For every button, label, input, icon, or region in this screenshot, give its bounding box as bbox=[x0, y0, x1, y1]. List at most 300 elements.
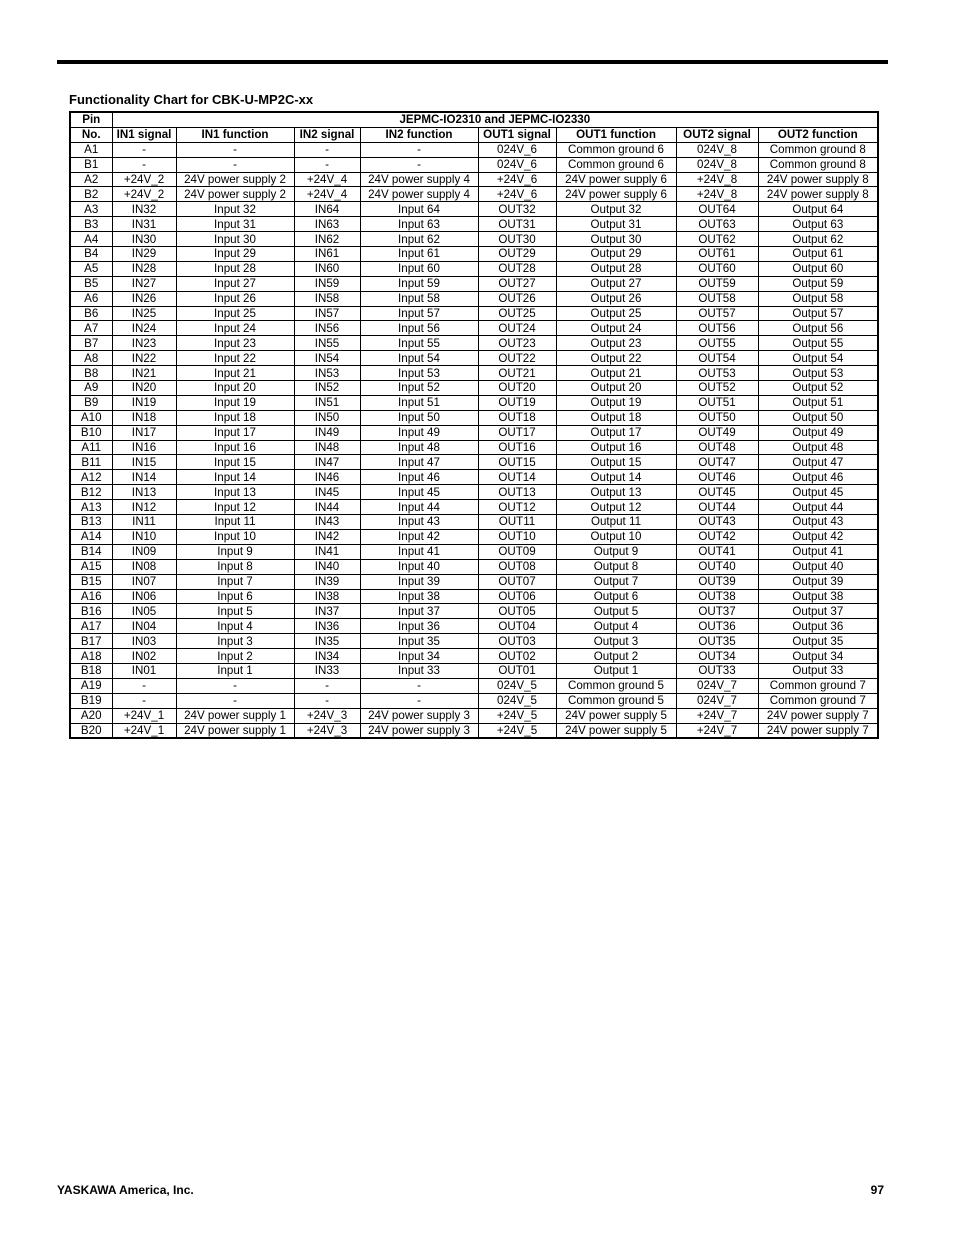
table-cell: Output 33 bbox=[758, 663, 878, 678]
table-cell: IN39 bbox=[294, 574, 360, 589]
table-cell: IN14 bbox=[112, 470, 176, 485]
table-cell: IN20 bbox=[112, 381, 176, 396]
table-cell: IN57 bbox=[294, 306, 360, 321]
table-cell: 24V power supply 6 bbox=[556, 172, 676, 187]
table-cell: +24V_8 bbox=[676, 187, 758, 202]
table-cell: IN47 bbox=[294, 455, 360, 470]
column-header: IN1 signal bbox=[112, 127, 176, 142]
table-cell: IN31 bbox=[112, 217, 176, 232]
table-cell: - bbox=[360, 693, 478, 708]
table-cell: IN23 bbox=[112, 336, 176, 351]
table-cell: Output 15 bbox=[556, 455, 676, 470]
table-cell: Input 15 bbox=[176, 455, 294, 470]
table-cell: IN58 bbox=[294, 291, 360, 306]
table-cell: OUT29 bbox=[478, 247, 556, 262]
table-cell: 024V_8 bbox=[676, 157, 758, 172]
table-cell: Input 8 bbox=[176, 559, 294, 574]
table-cell: Output 44 bbox=[758, 500, 878, 515]
table-cell: Output 39 bbox=[758, 574, 878, 589]
table-cell: Output 46 bbox=[758, 470, 878, 485]
table-cell: Output 57 bbox=[758, 306, 878, 321]
pin-cell: A9 bbox=[70, 381, 112, 396]
table-cell: Output 7 bbox=[556, 574, 676, 589]
table-cell: OUT63 bbox=[676, 217, 758, 232]
table-cell: OUT39 bbox=[676, 574, 758, 589]
table-cell: Input 27 bbox=[176, 276, 294, 291]
pin-cell: B13 bbox=[70, 515, 112, 530]
table-cell: Output 18 bbox=[556, 410, 676, 425]
pin-cell: B14 bbox=[70, 544, 112, 559]
pin-cell: A14 bbox=[70, 529, 112, 544]
table-cell: Input 28 bbox=[176, 261, 294, 276]
table-cell: IN46 bbox=[294, 470, 360, 485]
table-cell: OUT38 bbox=[676, 589, 758, 604]
table-row bbox=[70, 529, 878, 544]
table-cell: 024V_5 bbox=[478, 678, 556, 693]
table-cell: OUT37 bbox=[676, 604, 758, 619]
table-row bbox=[70, 291, 878, 306]
table-cell: IN43 bbox=[294, 515, 360, 530]
table-row bbox=[70, 217, 878, 232]
table-cell: Output 63 bbox=[758, 217, 878, 232]
table-cell: +24V_3 bbox=[294, 723, 360, 738]
table-cell: 24V power supply 6 bbox=[556, 187, 676, 202]
table-cell: Input 7 bbox=[176, 574, 294, 589]
table-cell: Input 1 bbox=[176, 663, 294, 678]
table-cell: Output 27 bbox=[556, 276, 676, 291]
table-cell: Input 35 bbox=[360, 634, 478, 649]
table-row bbox=[70, 247, 878, 262]
table-cell: Output 1 bbox=[556, 663, 676, 678]
pin-cell: A8 bbox=[70, 351, 112, 366]
table-cell: Input 9 bbox=[176, 544, 294, 559]
table-cell: Input 51 bbox=[360, 395, 478, 410]
table-cell: Input 48 bbox=[360, 440, 478, 455]
table-cell: IN60 bbox=[294, 261, 360, 276]
column-header: IN2 signal bbox=[294, 127, 360, 142]
table-cell: Common ground 5 bbox=[556, 693, 676, 708]
table-cell: OUT05 bbox=[478, 604, 556, 619]
table-row bbox=[70, 589, 878, 604]
table-cell: OUT14 bbox=[478, 470, 556, 485]
table-cell: IN64 bbox=[294, 202, 360, 217]
table-cell: IN13 bbox=[112, 485, 176, 500]
table-cell: - bbox=[360, 157, 478, 172]
table-cell: Input 56 bbox=[360, 321, 478, 336]
table-cell: Output 30 bbox=[556, 232, 676, 247]
table-cell: Input 23 bbox=[176, 336, 294, 351]
table-cell: Output 47 bbox=[758, 455, 878, 470]
table-cell: IN12 bbox=[112, 500, 176, 515]
table-cell: Output 41 bbox=[758, 544, 878, 559]
table-cell: IN09 bbox=[112, 544, 176, 559]
column-header: OUT2 function bbox=[758, 127, 878, 142]
table-cell: OUT62 bbox=[676, 232, 758, 247]
table-cell: Input 20 bbox=[176, 381, 294, 396]
table-cell: 024V_5 bbox=[478, 693, 556, 708]
table-row bbox=[70, 604, 878, 619]
table-cell: 024V_7 bbox=[676, 678, 758, 693]
table-cell: 24V power supply 5 bbox=[556, 708, 676, 723]
pin-cell: A2 bbox=[70, 172, 112, 187]
pin-cell: A3 bbox=[70, 202, 112, 217]
table-cell: IN37 bbox=[294, 604, 360, 619]
pin-cell: A15 bbox=[70, 559, 112, 574]
pin-cell: A12 bbox=[70, 470, 112, 485]
table-cell: Output 24 bbox=[556, 321, 676, 336]
table-cell: OUT50 bbox=[676, 410, 758, 425]
table-cell: Output 54 bbox=[758, 351, 878, 366]
table-cell: 24V power supply 4 bbox=[360, 172, 478, 187]
table-cell: +24V_3 bbox=[294, 708, 360, 723]
table-cell: +24V_5 bbox=[478, 708, 556, 723]
table-row bbox=[70, 663, 878, 678]
table-row bbox=[70, 351, 878, 366]
table-cell: Output 29 bbox=[556, 247, 676, 262]
table-cell: Output 28 bbox=[556, 261, 676, 276]
table-cell: IN06 bbox=[112, 589, 176, 604]
table-cell: Output 53 bbox=[758, 366, 878, 381]
table-row bbox=[70, 500, 878, 515]
table-cell: Input 12 bbox=[176, 500, 294, 515]
table-cell: Input 36 bbox=[360, 619, 478, 634]
table-cell: Input 16 bbox=[176, 440, 294, 455]
table-cell: OUT06 bbox=[478, 589, 556, 604]
table-cell: Input 40 bbox=[360, 559, 478, 574]
table-cell: Output 19 bbox=[556, 395, 676, 410]
table-cell: Common ground 7 bbox=[758, 678, 878, 693]
table-cell: OUT40 bbox=[676, 559, 758, 574]
table-cell: - bbox=[294, 157, 360, 172]
table-cell: OUT58 bbox=[676, 291, 758, 306]
table-cell: OUT32 bbox=[478, 202, 556, 217]
table-cell: Output 14 bbox=[556, 470, 676, 485]
table-cell: OUT36 bbox=[676, 619, 758, 634]
table-cell: Input 58 bbox=[360, 291, 478, 306]
table-row bbox=[70, 157, 878, 172]
table-cell: OUT52 bbox=[676, 381, 758, 396]
table-cell: Input 34 bbox=[360, 649, 478, 664]
table-cell: OUT41 bbox=[676, 544, 758, 559]
pin-cell: A17 bbox=[70, 619, 112, 634]
page-number: 97 bbox=[870, 1183, 884, 1197]
table-row bbox=[70, 634, 878, 649]
table-cell: IN55 bbox=[294, 336, 360, 351]
table-cell: Output 23 bbox=[556, 336, 676, 351]
table-cell: Output 35 bbox=[758, 634, 878, 649]
table-cell: +24V_7 bbox=[676, 723, 758, 738]
table-row bbox=[70, 232, 878, 247]
table-row bbox=[70, 321, 878, 336]
table-cell: IN54 bbox=[294, 351, 360, 366]
pin-cell: B17 bbox=[70, 634, 112, 649]
table-cell: IN19 bbox=[112, 395, 176, 410]
table-cell: Input 4 bbox=[176, 619, 294, 634]
pin-cell: B11 bbox=[70, 455, 112, 470]
table-cell: Input 32 bbox=[176, 202, 294, 217]
table-cell: Input 37 bbox=[360, 604, 478, 619]
table-cell: OUT09 bbox=[478, 544, 556, 559]
column-header: IN2 function bbox=[360, 127, 478, 142]
table-cell: Output 8 bbox=[556, 559, 676, 574]
table-cell: Output 45 bbox=[758, 485, 878, 500]
table-cell: OUT24 bbox=[478, 321, 556, 336]
table-cell: 24V power supply 1 bbox=[176, 708, 294, 723]
pin-cell: B7 bbox=[70, 336, 112, 351]
table-row bbox=[70, 381, 878, 396]
pin-cell: B3 bbox=[70, 217, 112, 232]
pin-cell: B9 bbox=[70, 395, 112, 410]
table-cell: OUT60 bbox=[676, 261, 758, 276]
table-cell: IN56 bbox=[294, 321, 360, 336]
table-row bbox=[70, 470, 878, 485]
table-cell: OUT20 bbox=[478, 381, 556, 396]
table-cell: IN33 bbox=[294, 663, 360, 678]
table-cell: OUT56 bbox=[676, 321, 758, 336]
table-cell: OUT28 bbox=[478, 261, 556, 276]
table-cell: OUT51 bbox=[676, 395, 758, 410]
table-row bbox=[70, 544, 878, 559]
table-row bbox=[70, 574, 878, 589]
table-cell: Output 3 bbox=[556, 634, 676, 649]
table-cell: Input 64 bbox=[360, 202, 478, 217]
table-row bbox=[70, 366, 878, 381]
table-cell: Input 24 bbox=[176, 321, 294, 336]
table-cell: IN04 bbox=[112, 619, 176, 634]
table-cell: 24V power supply 5 bbox=[556, 723, 676, 738]
table-cell: OUT57 bbox=[676, 306, 758, 321]
table-cell: +24V_1 bbox=[112, 708, 176, 723]
table-cell: OUT46 bbox=[676, 470, 758, 485]
table-cell: Output 2 bbox=[556, 649, 676, 664]
table-cell: 24V power supply 7 bbox=[758, 723, 878, 738]
table-cell: OUT22 bbox=[478, 351, 556, 366]
table-cell: OUT45 bbox=[676, 485, 758, 500]
table-cell: Output 48 bbox=[758, 440, 878, 455]
table-cell: Output 12 bbox=[556, 500, 676, 515]
table-cell: OUT44 bbox=[676, 500, 758, 515]
table-row bbox=[70, 410, 878, 425]
table-cell: OUT31 bbox=[478, 217, 556, 232]
table-cell: Input 57 bbox=[360, 306, 478, 321]
top-rule bbox=[57, 60, 888, 64]
table-cell: Input 49 bbox=[360, 425, 478, 440]
table-cell: Output 31 bbox=[556, 217, 676, 232]
column-header-row bbox=[70, 127, 878, 142]
table-cell: - bbox=[112, 693, 176, 708]
pin-cell: A1 bbox=[70, 142, 112, 157]
table-cell: - bbox=[294, 693, 360, 708]
table-cell: 24V power supply 8 bbox=[758, 172, 878, 187]
table-cell: OUT23 bbox=[478, 336, 556, 351]
table-cell: Input 22 bbox=[176, 351, 294, 366]
table-cell: IN15 bbox=[112, 455, 176, 470]
table-cell: 024V_8 bbox=[676, 142, 758, 157]
table-cell: 24V power supply 3 bbox=[360, 708, 478, 723]
table-cell: IN35 bbox=[294, 634, 360, 649]
table-cell: Input 38 bbox=[360, 589, 478, 604]
pin-cell: A16 bbox=[70, 589, 112, 604]
table-cell: Input 33 bbox=[360, 663, 478, 678]
pin-cell: B16 bbox=[70, 604, 112, 619]
pin-cell: A19 bbox=[70, 678, 112, 693]
table-cell: - bbox=[176, 678, 294, 693]
table-cell: OUT02 bbox=[478, 649, 556, 664]
table-cell: IN48 bbox=[294, 440, 360, 455]
table-cell: +24V_4 bbox=[294, 172, 360, 187]
table-cell: Output 61 bbox=[758, 247, 878, 262]
pin-cell: B5 bbox=[70, 276, 112, 291]
table-cell: Output 37 bbox=[758, 604, 878, 619]
table-cell: IN11 bbox=[112, 515, 176, 530]
table-cell: 24V power supply 2 bbox=[176, 187, 294, 202]
pin-cell: B15 bbox=[70, 574, 112, 589]
table-cell: IN24 bbox=[112, 321, 176, 336]
table-cell: 24V power supply 7 bbox=[758, 708, 878, 723]
chart-heading: Functionality Chart for CBK-U-MP2C-xx bbox=[69, 92, 314, 107]
table-cell: IN02 bbox=[112, 649, 176, 664]
table-cell: OUT59 bbox=[676, 276, 758, 291]
table-cell: OUT16 bbox=[478, 440, 556, 455]
table-cell: Input 46 bbox=[360, 470, 478, 485]
table-cell: OUT25 bbox=[478, 306, 556, 321]
table-cell: IN38 bbox=[294, 589, 360, 604]
table-cell: IN28 bbox=[112, 261, 176, 276]
pin-cell: B2 bbox=[70, 187, 112, 202]
table-cell: IN30 bbox=[112, 232, 176, 247]
table-cell: +24V_1 bbox=[112, 723, 176, 738]
pin-cell: B20 bbox=[70, 723, 112, 738]
table-cell: +24V_5 bbox=[478, 723, 556, 738]
table-row bbox=[70, 440, 878, 455]
table-cell: - bbox=[294, 142, 360, 157]
table-cell: IN44 bbox=[294, 500, 360, 515]
table-cell: Output 64 bbox=[758, 202, 878, 217]
table-cell: Output 9 bbox=[556, 544, 676, 559]
table-cell: OUT30 bbox=[478, 232, 556, 247]
table-cell: Output 34 bbox=[758, 649, 878, 664]
table-cell: OUT07 bbox=[478, 574, 556, 589]
pin-cell: A6 bbox=[70, 291, 112, 306]
table-cell: Input 13 bbox=[176, 485, 294, 500]
pin-cell: A20 bbox=[70, 708, 112, 723]
table-row bbox=[70, 142, 878, 157]
table-cell: Input 42 bbox=[360, 529, 478, 544]
table-cell: OUT18 bbox=[478, 410, 556, 425]
table-cell: IN42 bbox=[294, 529, 360, 544]
table-cell: Output 26 bbox=[556, 291, 676, 306]
table-cell: IN52 bbox=[294, 381, 360, 396]
table-cell: 024V_6 bbox=[478, 157, 556, 172]
table-cell: IN63 bbox=[294, 217, 360, 232]
pin-cell: B10 bbox=[70, 425, 112, 440]
table-cell: OUT53 bbox=[676, 366, 758, 381]
pin-cell: B18 bbox=[70, 663, 112, 678]
table-cell: Input 5 bbox=[176, 604, 294, 619]
table-cell: OUT33 bbox=[676, 663, 758, 678]
table-cell: OUT55 bbox=[676, 336, 758, 351]
table-cell: OUT01 bbox=[478, 663, 556, 678]
table-row bbox=[70, 693, 878, 708]
table-cell: Output 62 bbox=[758, 232, 878, 247]
table-row bbox=[70, 172, 878, 187]
table-cell: OUT12 bbox=[478, 500, 556, 515]
table-cell: OUT17 bbox=[478, 425, 556, 440]
table-cell: Input 19 bbox=[176, 395, 294, 410]
table-cell: +24V_2 bbox=[112, 172, 176, 187]
table-cell: Input 59 bbox=[360, 276, 478, 291]
table-cell: - bbox=[112, 142, 176, 157]
table-cell: Input 45 bbox=[360, 485, 478, 500]
table-cell: IN08 bbox=[112, 559, 176, 574]
table-row bbox=[70, 559, 878, 574]
table-cell: IN61 bbox=[294, 247, 360, 262]
table-cell: - bbox=[176, 693, 294, 708]
table-cell: Output 5 bbox=[556, 604, 676, 619]
table-cell: Output 43 bbox=[758, 515, 878, 530]
table-cell: Output 50 bbox=[758, 410, 878, 425]
pin-cell: B6 bbox=[70, 306, 112, 321]
table-cell: IN21 bbox=[112, 366, 176, 381]
table-cell: +24V_7 bbox=[676, 708, 758, 723]
table-cell: OUT42 bbox=[676, 529, 758, 544]
table-row bbox=[70, 485, 878, 500]
table-cell: IN53 bbox=[294, 366, 360, 381]
column-header: OUT2 signal bbox=[676, 127, 758, 142]
table-cell: 24V power supply 1 bbox=[176, 723, 294, 738]
table-cell: IN59 bbox=[294, 276, 360, 291]
table-cell: IN07 bbox=[112, 574, 176, 589]
table-cell: IN17 bbox=[112, 425, 176, 440]
table-cell: Input 18 bbox=[176, 410, 294, 425]
table-row bbox=[70, 649, 878, 664]
table-cell: Input 2 bbox=[176, 649, 294, 664]
table-cell: Input 55 bbox=[360, 336, 478, 351]
table-cell: OUT11 bbox=[478, 515, 556, 530]
table-cell: Common ground 5 bbox=[556, 678, 676, 693]
table-cell: OUT04 bbox=[478, 619, 556, 634]
pin-cell: A13 bbox=[70, 500, 112, 515]
table-row bbox=[70, 336, 878, 351]
table-cell: IN34 bbox=[294, 649, 360, 664]
table-row bbox=[70, 187, 878, 202]
table-cell: Input 3 bbox=[176, 634, 294, 649]
table-cell: Output 40 bbox=[758, 559, 878, 574]
table-cell: IN03 bbox=[112, 634, 176, 649]
table-cell: Input 47 bbox=[360, 455, 478, 470]
table-cell: Output 60 bbox=[758, 261, 878, 276]
table-cell: Output 25 bbox=[556, 306, 676, 321]
table-cell: IN25 bbox=[112, 306, 176, 321]
table-cell: OUT64 bbox=[676, 202, 758, 217]
column-header: IN1 function bbox=[176, 127, 294, 142]
column-header: OUT1 function bbox=[556, 127, 676, 142]
footer-company: YASKAWA America, Inc. bbox=[57, 1183, 194, 1197]
table-cell: Input 52 bbox=[360, 381, 478, 396]
table-cell: OUT26 bbox=[478, 291, 556, 306]
table-row bbox=[70, 202, 878, 217]
table-cell: - bbox=[294, 678, 360, 693]
table-cell: IN26 bbox=[112, 291, 176, 306]
group-header-row bbox=[70, 112, 878, 127]
table-cell: - bbox=[360, 678, 478, 693]
pin-no-header: No. bbox=[70, 127, 112, 142]
table-cell: 024V_7 bbox=[676, 693, 758, 708]
table-cell: Input 17 bbox=[176, 425, 294, 440]
table-cell: Output 59 bbox=[758, 276, 878, 291]
table-cell: Input 61 bbox=[360, 247, 478, 262]
table-cell: 24V power supply 8 bbox=[758, 187, 878, 202]
